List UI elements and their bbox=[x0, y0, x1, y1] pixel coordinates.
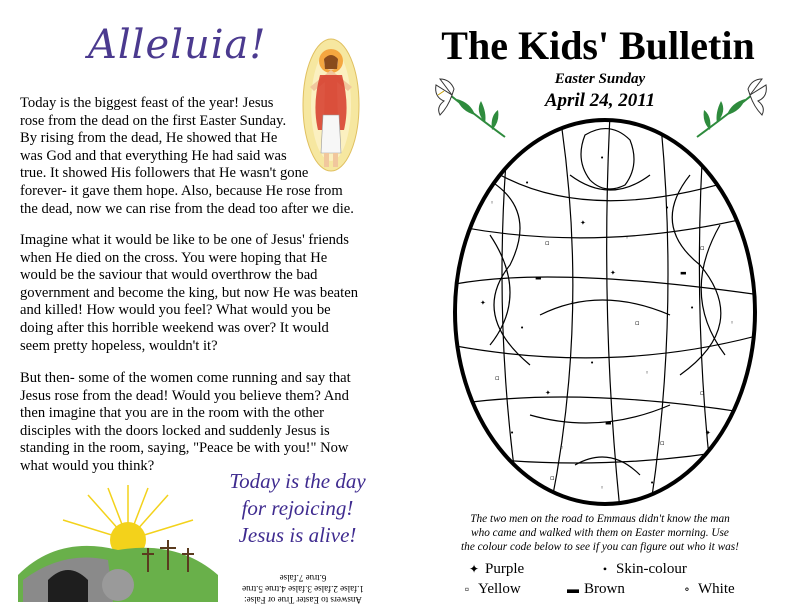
dot-symbol-icon: • bbox=[602, 562, 608, 576]
text-line: would be the saviour that would overthrow the bad bbox=[20, 267, 318, 284]
text-line: forever- it gave them hope. Also, because He rose from bbox=[20, 182, 343, 199]
svg-text:◦: ◦ bbox=[625, 234, 630, 242]
svg-text:◦: ◦ bbox=[490, 199, 495, 207]
bulletin-title: The Kids' Bulletin bbox=[441, 23, 755, 68]
instruction-line: who came and walked with them on Easter morning. Use bbox=[471, 527, 729, 539]
intro-paragraph bbox=[20, 95, 375, 218]
text-line: true. It showed His followers that He wasn't gone bbox=[20, 165, 309, 182]
svg-text:•: • bbox=[690, 304, 695, 312]
svg-text:▫: ▫ bbox=[635, 319, 640, 327]
bulletin-subtitle: Easter Sunday bbox=[554, 71, 646, 87]
text-line: seem pretty hopeless, wouldn't it? bbox=[20, 337, 218, 354]
rejoicing-callout bbox=[210, 468, 385, 549]
instruction-line: the colour code below to see if you can figure out who it was! bbox=[461, 541, 739, 553]
but-then-paragraph bbox=[20, 370, 385, 476]
svg-text:•: • bbox=[650, 479, 655, 487]
text-line: when He died on the cross. You were hoping that He bbox=[20, 249, 328, 266]
legend-label: Purple bbox=[485, 561, 525, 577]
answers-line: 6.true 7.false bbox=[279, 573, 327, 583]
text-line: then imagine that you are in the room with the other bbox=[20, 405, 324, 422]
legend-item-purple bbox=[467, 561, 524, 578]
text-line: doing after this horrible weekend was over? It would bbox=[20, 319, 329, 336]
instruction-line: The two men on the road to Emmaus didn't know the man bbox=[470, 513, 730, 525]
color-by-symbol-egg-puzzle bbox=[450, 115, 760, 510]
legend-label: Yellow bbox=[478, 581, 521, 597]
callout-line: Jesus is alive! bbox=[238, 523, 357, 547]
empty-tomb-illustration bbox=[18, 480, 218, 602]
svg-text:▫: ▫ bbox=[660, 439, 665, 447]
svg-text:✦: ✦ bbox=[580, 219, 586, 227]
puzzle-instructions bbox=[430, 512, 770, 554]
legend-item-skin-colour bbox=[598, 561, 687, 578]
svg-text:▬: ▬ bbox=[605, 419, 612, 427]
svg-text:✦: ✦ bbox=[705, 429, 711, 437]
dash-symbol-icon: ▬ bbox=[567, 582, 579, 596]
text-line: standing in the room, saying, "Peace be with you!" Now bbox=[20, 440, 349, 457]
svg-text:◦: ◦ bbox=[600, 484, 605, 492]
svg-text:•: • bbox=[590, 359, 595, 367]
legend-item-brown bbox=[566, 581, 625, 598]
text-line: Jesus rose from the dead! Would you believe them? And bbox=[20, 387, 349, 404]
alleluia-title: Alleluia! bbox=[88, 22, 267, 68]
circle-symbol-icon: ∘ bbox=[684, 582, 690, 596]
text-line: rose from the dead on the first Easter Sunday. bbox=[20, 112, 287, 129]
legend-item-white bbox=[680, 581, 735, 598]
svg-text:◦: ◦ bbox=[730, 319, 735, 327]
callout-line: for rejoicing! bbox=[241, 496, 354, 520]
legend-label: Skin-colour bbox=[616, 561, 687, 577]
svg-text:▫: ▫ bbox=[495, 374, 500, 382]
text-line: But then- some of the women come running and say that bbox=[20, 370, 351, 386]
text-line: was God and that everything He had said was bbox=[20, 147, 287, 164]
svg-text:◦: ◦ bbox=[645, 369, 650, 377]
answers-line: Answers to Easter True or False: bbox=[244, 595, 362, 605]
svg-text:✦: ✦ bbox=[480, 299, 486, 307]
star-symbol-icon: ✦ bbox=[468, 562, 480, 576]
svg-text:▫: ▫ bbox=[550, 474, 555, 482]
text-line: Today is the biggest feast of the year! Jesus bbox=[20, 95, 274, 111]
svg-text:▬: ▬ bbox=[535, 274, 542, 282]
svg-text:◦: ◦ bbox=[570, 299, 575, 307]
text-line: Imagine what it would be like to be one of Jesus' friends bbox=[20, 232, 349, 248]
legend-label: Brown bbox=[584, 581, 625, 597]
text-line: disciples with the doors locked and suddenly Jesus is bbox=[20, 422, 330, 439]
square-symbol-icon: ▫ bbox=[464, 582, 470, 596]
text-line: what would you think? bbox=[20, 457, 155, 474]
svg-text:▫: ▫ bbox=[700, 244, 705, 252]
imagine-paragraph bbox=[20, 232, 385, 355]
text-line: the dead, now we can rise from the dead too after we die. bbox=[20, 200, 354, 217]
svg-text:•: • bbox=[520, 324, 525, 332]
text-line: and killed! How would you feel? What would you be bbox=[20, 302, 331, 319]
svg-text:✦: ✦ bbox=[545, 389, 551, 397]
text-line: By rising from the dead, He showed that He bbox=[20, 130, 278, 147]
bulletin-date: April 24, 2011 bbox=[544, 90, 656, 111]
svg-text:•: • bbox=[665, 204, 670, 212]
svg-text:•: • bbox=[510, 429, 515, 437]
answers-upside-down bbox=[218, 572, 388, 605]
svg-text:•: • bbox=[525, 179, 530, 187]
legend-item-yellow bbox=[460, 581, 521, 598]
svg-text:▫: ▫ bbox=[700, 389, 705, 397]
svg-text:•: • bbox=[600, 154, 605, 162]
svg-text:▫: ▫ bbox=[545, 239, 550, 247]
legend-label: White bbox=[698, 581, 735, 597]
text-line: government and become the king, but now He was beaten bbox=[20, 284, 358, 301]
callout-line: Today is the day bbox=[229, 469, 366, 493]
answers-line: 1.false 2.false 3.false 4.true 5.true bbox=[242, 584, 364, 594]
svg-text:✦: ✦ bbox=[610, 269, 616, 277]
svg-text:▬: ▬ bbox=[680, 269, 687, 277]
svg-text:◦: ◦ bbox=[560, 444, 565, 452]
